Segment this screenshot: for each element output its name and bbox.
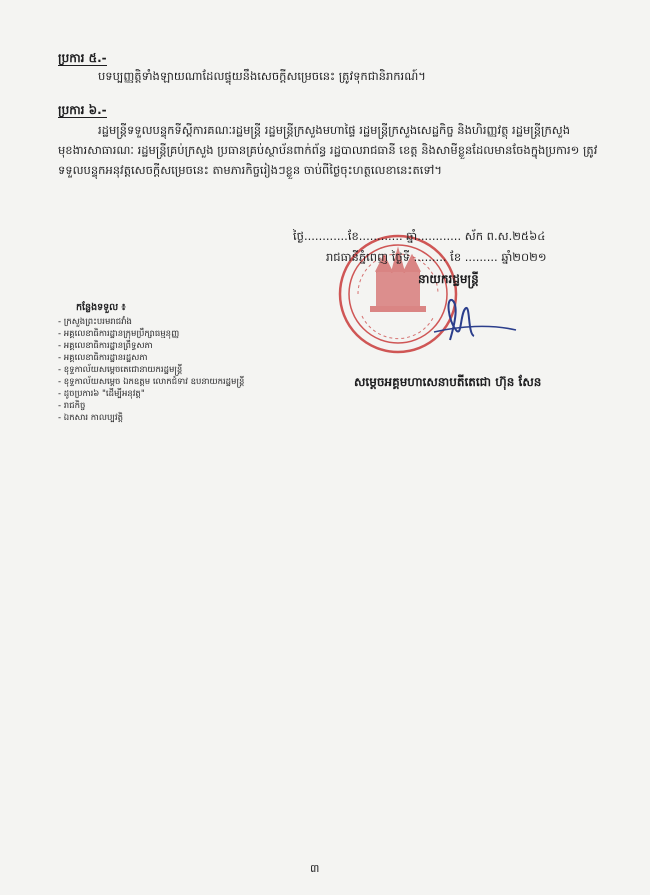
- handwritten-signature-icon: [430, 290, 520, 350]
- page-number: ៣: [310, 862, 320, 875]
- recipient-item: - រាជកិច្ច: [58, 400, 244, 412]
- article-5-text: បទប្បញ្ញត្តិទាំងឡាយណាដែលផ្ទុយនឹងសេចក្តីសម្រេចនេះ ត្រូវទុកជានិរាករណ៍។: [98, 69, 426, 83]
- article-6-text: រដ្ឋមន្ត្រីទទួលបន្ទុកទីស្តីការគណៈរដ្ឋមន្ត្រី រដ្ឋមន្ត្រីក្រសួងមហាផ្ទៃ រដ្ឋមន្ត្រីក្រសួងសេដ្ឋកិច្ច និងហិរញ្ញវត្ថុ រដ្ឋមន្ត្រីក្រសួងមុខងារសាធារណៈ រដ្ឋមន្ត្រីគ្រប់ក្រសួង ប្រធានគ្រប់ស្ថាប័នពាក់ព័ន្ធ រដ្ឋបាលរាជធានី ខេត្ត និងសាមីខ្លួនដែលមានចែងក្នុងប្រការ១ ត្រូវទទួលបន្ទុកអនុវត្តសេចក្តីសម្រេចនេះ តាមភារកិច្ចរៀងៗខ្លួន ចាប់ពីថ្ងៃចុះហត្ថលេខានេះតទៅ។: [58, 123, 598, 177]
- signer-title: នាយករដ្ឋមន្ត្រី: [418, 272, 479, 286]
- recipient-item: - ខុទ្ទកាល័យសម្តេចតេជោនាយករដ្ឋមន្ត្រី: [58, 364, 244, 376]
- article-5-heading: ប្រការ ៥.-: [58, 51, 107, 65]
- recipient-item: - ឯកសារ កាលប្បវត្តិ: [58, 412, 244, 424]
- recipients-list: [58, 302, 244, 424]
- place-date-line: រាជធានីភ្នំពេញ ថ្ងៃទី ......... ខែ ......... ឆ្នាំ២០២១: [326, 250, 547, 264]
- recipient-item: - ដូចប្រការ៦ "ដើម្បីអនុវត្ត": [58, 388, 244, 400]
- recipients-title: កន្លែងទទួល ៖: [76, 302, 126, 313]
- recipient-item: - ក្រសួងព្រះបរមរាជវាំង: [58, 316, 244, 328]
- recipient-item: - អគ្គលេខាធិការដ្ឋានរដ្ឋសភា: [58, 352, 244, 364]
- signer-name: សម្តេចអគ្គមហាសេនាបតីតេជោ ហ៊ុន សែន: [354, 375, 542, 389]
- recipient-item: - ខុទ្ទកាល័យសម្តេច ឯកឧត្តម លោកជំទាវ ឧបនាយករដ្ឋមន្ត្រី: [58, 376, 244, 388]
- lunar-date-line: ថ្ងៃ............ខែ............ ឆ្នាំ............ ស័ក ព.ស.២៥៦៤: [293, 229, 546, 243]
- recipient-item: - អគ្គលេខាធិការដ្ឋានព្រឹទ្ធសភា: [58, 340, 244, 352]
- recipient-item: - អគ្គលេខាធិការដ្ឋានក្រុមប្រឹក្សាធម្មនុញ្ញ: [58, 328, 244, 340]
- article-6-heading: ប្រការ ៦.-: [58, 103, 107, 117]
